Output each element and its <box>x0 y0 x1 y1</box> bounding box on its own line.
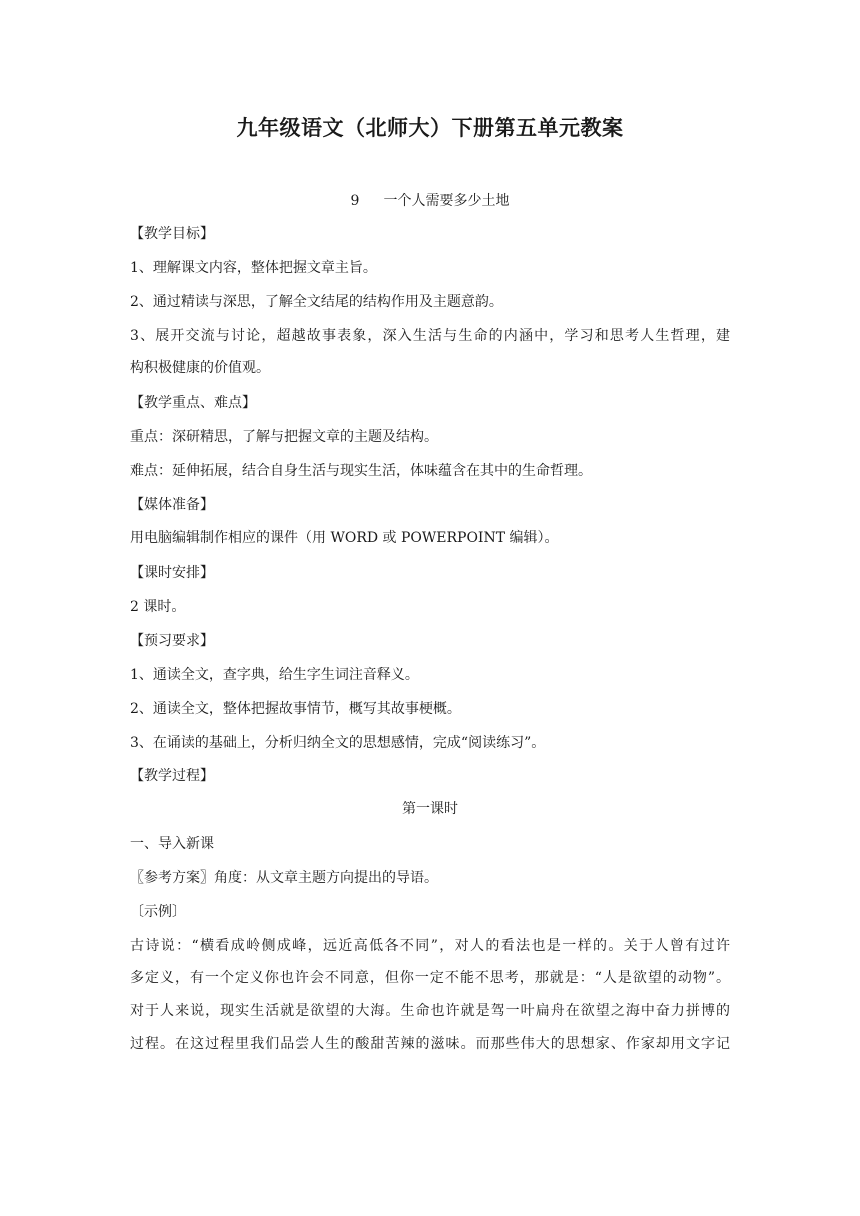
intro-paragraph-line-2: 多定义，有一个定义你也许会不同意，但你一定不能不思考，那就是：“人是欲望的动物”。 <box>130 970 730 986</box>
process-heading: 【教学过程】 <box>130 768 214 784</box>
document-title: 九年级语文（北师大）下册第五单元教案 <box>236 115 624 140</box>
intro-paragraph-line-1: 古诗说：“横看成岭侧成峰，远近高低各不同”，对人的看法也是一样的。关于人曾有过许 <box>130 938 730 954</box>
reference-plan: 〖参考方案〗角度：从文章主题方向提出的导语。 <box>130 870 438 886</box>
intro-paragraph-line-3: 对于人来说，现实生活就是欲望的大海。生命也许就是驾一叶扁舟在欲望之海中奋力拼博的 <box>130 1003 730 1019</box>
intro-heading: 一、导入新课 <box>130 836 214 852</box>
schedule-text: 2 课时。 <box>130 599 186 615</box>
intro-paragraph-line-4: 过程。在这过程里我们品尝人生的酸甜苦辣的滋味。而那些伟大的思想家、作家却用文字记 <box>130 1036 730 1052</box>
media-heading: 【媒体准备】 <box>130 497 214 513</box>
objectives-heading: 【教学目标】 <box>130 226 214 242</box>
preview-3: 3、在诵读的基础上，分析归纳全文的思想感情，完成“阅读练习”。 <box>130 735 546 751</box>
lesson-title <box>0 190 860 210</box>
first-period-heading: 第一课时 <box>402 801 458 817</box>
preview-2: 2、通读全文，整体把握故事情节，概写其故事梗概。 <box>130 701 461 717</box>
key-point: 重点：深研精思，了解与把握文章的主题及结构。 <box>130 429 438 445</box>
lesson-number: 9 <box>350 193 360 209</box>
preview-1: 1、通读全文，查字典，给生字生词注音释义。 <box>130 667 419 683</box>
lesson-name: 一个人需要多少土地 <box>383 193 510 209</box>
preview-heading: 【预习要求】 <box>130 633 214 649</box>
schedule-heading: 【课时安排】 <box>130 565 214 581</box>
media-text: 用电脑编辑制作相应的课件（用 WORD 或 POWERPOINT 编辑）。 <box>130 530 559 546</box>
example-label: 〔示例〕 <box>130 904 186 920</box>
difficult-point: 难点：延伸拓展，结合自身生活与现实生活，体味蕴含在其中的生命哲理。 <box>130 463 592 479</box>
key-points-heading: 【教学重点、难点】 <box>130 395 256 411</box>
objective-2: 2、通过精读与深思，了解全文结尾的结构作用及主题意韵。 <box>130 294 503 310</box>
objective-1: 1、理解课文内容，整体把握文章主旨。 <box>130 260 377 276</box>
objective-3-line-2: 构积极健康的价值观。 <box>130 360 270 376</box>
objective-3-line-1: 3、展开交流与讨论，超越故事表象，深入生活与生命的内涵中，学习和思考人生哲理，建 <box>130 328 730 344</box>
